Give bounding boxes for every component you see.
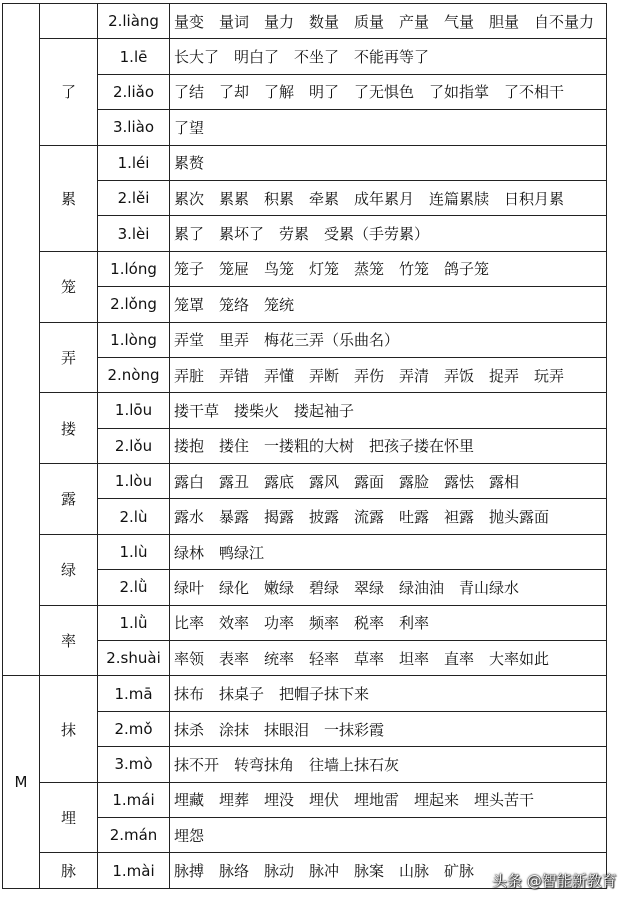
example-words: 累了 累坏了 劳累 受累（手劳累） [170, 216, 607, 251]
char-cell-long: 笼 [40, 251, 98, 322]
char-cell-lv-rate: 率 [40, 605, 98, 676]
example-words: 抹布 抹桌子 把帽子抹下来 [170, 676, 607, 711]
pinyin-reading: 3.mò [98, 747, 170, 782]
table-row [3, 605, 607, 640]
letter-cell-blank [3, 4, 40, 676]
pinyin-reading: 2.lǜ [98, 570, 170, 605]
example-words: 了结 了却 了解 明了 了无惧色 了如指掌 了不相干 [170, 74, 607, 109]
example-words: 埋藏 埋葬 埋没 埋伏 埋地雷 埋起来 埋头苦干 [170, 782, 607, 817]
pinyin-reading: 1.lǜ [98, 605, 170, 640]
example-words: 露白 露丑 露底 露风 露面 露脸 露怯 露相 [170, 464, 607, 499]
example-words: 脉搏 脉络 脉动 脉冲 脉案 山脉 矿脉 [170, 853, 607, 888]
char-cell-lei: 累 [40, 145, 98, 251]
pinyin-reading: 3.lèi [98, 216, 170, 251]
pinyin-reading: 1.lòu [98, 464, 170, 499]
table-row [3, 393, 607, 428]
pinyin-reading: 2.lěi [98, 180, 170, 215]
char-cell-mai: 埋 [40, 782, 98, 853]
pinyin-reading: 2.lù [98, 499, 170, 534]
char-cell-mai-pulse: 脉 [40, 853, 98, 888]
example-words: 累次 累累 积累 牵累 成年累月 连篇累牍 日积月累 [170, 180, 607, 215]
table-row [3, 251, 607, 286]
pinyin-reading: 2.lǒu [98, 428, 170, 463]
char-cell-lu-green: 绿 [40, 534, 98, 605]
char-cell-mo: 抹 [40, 676, 98, 782]
pinyin-reading: 1.lòng [98, 322, 170, 357]
pinyin-reading: 1.mái [98, 782, 170, 817]
example-words: 弄堂 里弄 梅花三弄（乐曲名） [170, 322, 607, 357]
pinyin-reading: 1.mā [98, 676, 170, 711]
example-words: 绿叶 绿化 嫩绿 碧绿 翠绿 绿油油 青山绿水 [170, 570, 607, 605]
table-row [3, 782, 607, 817]
pinyin-reading: 2.mǒ [98, 711, 170, 746]
pinyin-reading: 2.lǒng [98, 287, 170, 322]
pinyin-reading: 1.lóng [98, 251, 170, 286]
example-words: 露水 暴露 揭露 披露 流露 吐露 袒露 抛头露面 [170, 499, 607, 534]
char-cell-blank [40, 4, 98, 39]
pinyin-reading: 2.liàng [98, 4, 170, 39]
example-words: 弄脏 弄错 弄懂 弄断 弄伤 弄清 弄饭 捉弄 玩弄 [170, 357, 607, 392]
letter-cell-m: M [3, 676, 40, 888]
char-cell-lou: 搂 [40, 393, 98, 464]
table-row [3, 676, 607, 711]
pinyin-reading: 3.liào [98, 110, 170, 145]
watermark: 头条 @智能新教育 [492, 872, 617, 890]
example-words: 搂干草 搂柴火 搂起袖子 [170, 393, 607, 428]
pinyin-reading: 1.mài [98, 853, 170, 888]
table-row [3, 39, 607, 74]
table-row [3, 464, 607, 499]
pinyin-reading: 1.lē [98, 39, 170, 74]
table-row [3, 322, 607, 357]
example-words: 抹不开 转弯抹角 往墙上抹石灰 [170, 747, 607, 782]
table-row [3, 145, 607, 180]
pinyin-reading: 2.shuài [98, 641, 170, 676]
table-row [3, 534, 607, 569]
example-words: 笼罩 笼络 笼统 [170, 287, 607, 322]
example-words: 绿林 鸭绿江 [170, 534, 607, 569]
example-words: 笼子 笼屉 鸟笼 灯笼 蒸笼 竹笼 鸽子笼 [170, 251, 607, 286]
example-words: 量变 量词 量力 数量 质量 产量 气量 胆量 自不量力 [170, 4, 607, 39]
polyphone-table [2, 3, 607, 889]
example-words: 率领 表率 统率 轻率 草率 坦率 直率 大率如此 [170, 641, 607, 676]
example-words: 比率 效率 功率 频率 税率 利率 [170, 605, 607, 640]
table-row [3, 4, 607, 39]
example-words: 长大了 明白了 不坐了 不能再等了 [170, 39, 607, 74]
pinyin-reading: 2.liǎo [98, 74, 170, 109]
pinyin-reading: 1.léi [98, 145, 170, 180]
pinyin-reading: 2.mán [98, 817, 170, 852]
pinyin-reading: 1.lōu [98, 393, 170, 428]
char-cell-le: 了 [40, 39, 98, 145]
example-words: 累赘 [170, 145, 607, 180]
example-words: 抹杀 涂抹 抹眼泪 一抹彩霞 [170, 711, 607, 746]
pinyin-reading: 1.lù [98, 534, 170, 569]
char-cell-lu-dew: 露 [40, 464, 98, 535]
example-words: 埋怨 [170, 817, 607, 852]
example-words: 了望 [170, 110, 607, 145]
char-cell-nong: 弄 [40, 322, 98, 393]
example-words: 搂抱 搂住 一搂粗的大树 把孩子搂在怀里 [170, 428, 607, 463]
pinyin-reading: 2.nòng [98, 357, 170, 392]
